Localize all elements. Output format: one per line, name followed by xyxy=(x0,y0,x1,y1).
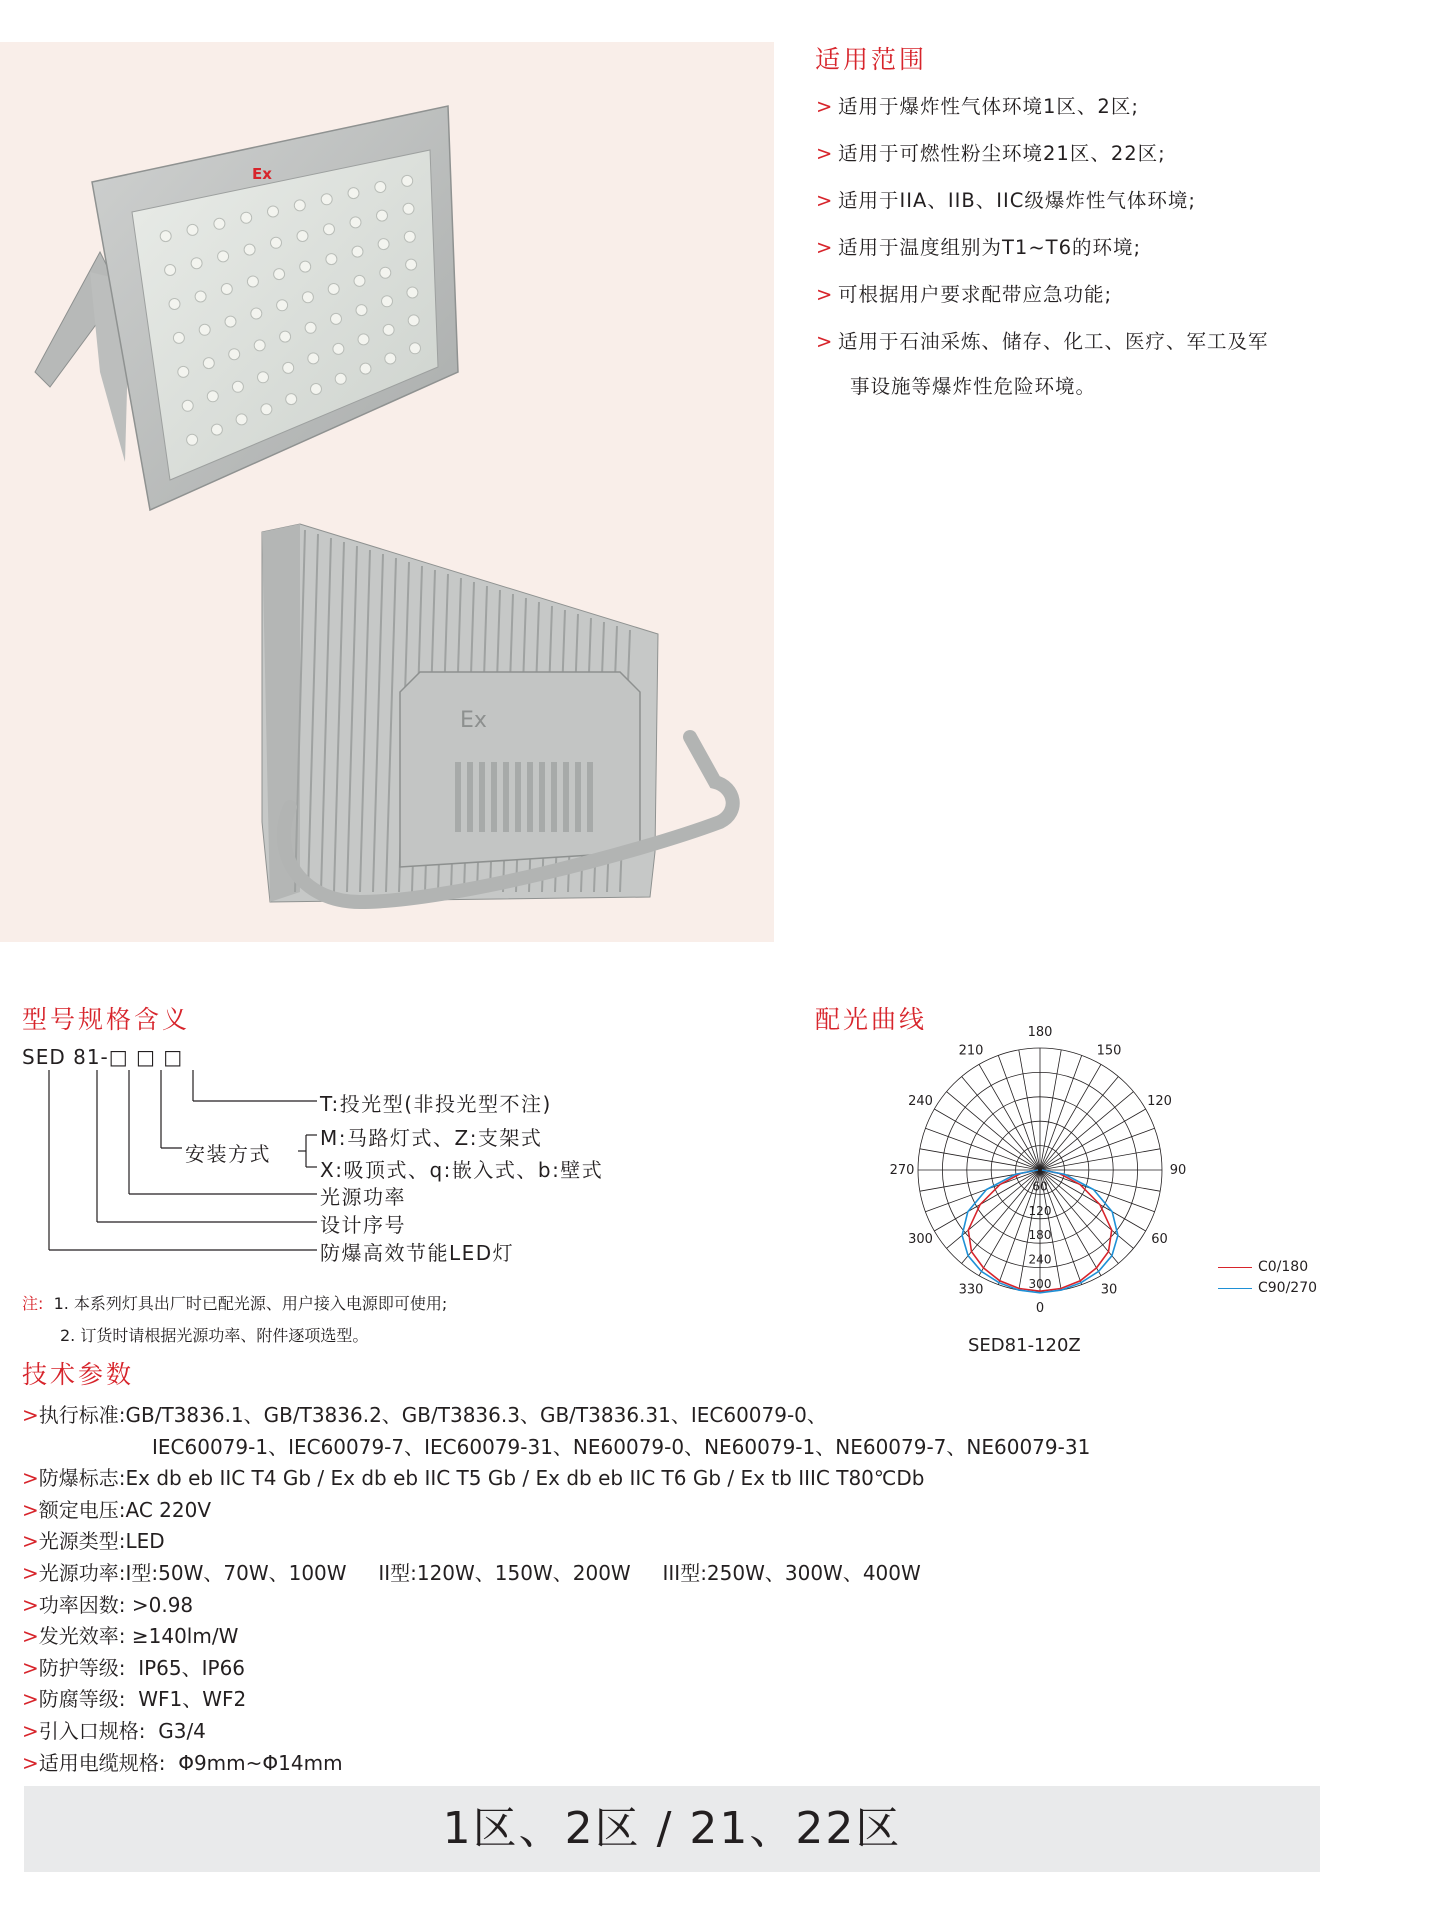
polar-angle-label: 120 xyxy=(1147,1094,1172,1109)
led-dot xyxy=(408,315,419,326)
param-text: 额定电压:AC 220V xyxy=(38,1497,212,1522)
polar-angle-label: 0 xyxy=(1035,1301,1045,1316)
params-list xyxy=(22,1400,1202,1779)
driver-box-fin xyxy=(479,762,485,832)
led-dot xyxy=(247,276,258,287)
led-dot xyxy=(335,373,346,384)
polar-radial-label: 180 xyxy=(1028,1228,1052,1243)
led-dot xyxy=(261,404,272,415)
legend-label-c90: C90/270 xyxy=(1258,1280,1318,1296)
legend-item-c0 xyxy=(1218,1257,1317,1278)
led-dot xyxy=(225,316,236,327)
polar-angle-label: 90 xyxy=(1169,1163,1187,1178)
driver-box-fin xyxy=(539,762,545,832)
led-dot xyxy=(191,258,202,269)
list-item xyxy=(22,1400,1202,1463)
driver-box-fin xyxy=(527,762,533,832)
led-dot xyxy=(333,343,344,354)
led-dot xyxy=(377,210,388,221)
polar-angle-label: 60 xyxy=(1151,1232,1168,1247)
scope-item-text: 适用于IIA、IIB、IIC级爆炸性气体环境; xyxy=(838,189,1196,212)
driver-box-fin xyxy=(491,762,497,832)
scope-item-text: 适用于石油采炼、储存、化工、医疗、军工及军 xyxy=(838,330,1269,353)
order-note xyxy=(22,1288,447,1352)
list-item xyxy=(22,1590,1202,1622)
led-dot xyxy=(324,224,335,235)
param-text: 执行标准:GB/T3836.1、GB/T3836.2、GB/T3836.3、GB/T3836.31、IEC60079-0、 xyxy=(38,1403,827,1427)
back-ex-mark: Ex xyxy=(460,708,487,733)
list-item xyxy=(816,95,1376,119)
param-text: 防腐等级: WF1、WF2 xyxy=(38,1687,247,1712)
led-dot xyxy=(182,400,193,411)
scope-title: 适用范围 xyxy=(815,45,928,74)
model-label-m: M:马路灯式、Z:支架式 xyxy=(320,1126,543,1150)
model-label-seq: 设计序号 xyxy=(320,1213,406,1237)
polar-radial-label: 60 xyxy=(1032,1179,1048,1194)
polar-angle-label: 210 xyxy=(958,1043,984,1059)
led-dot xyxy=(218,251,229,262)
led-dot xyxy=(348,188,359,199)
driver-box-fin xyxy=(455,762,461,832)
polar-caption: SED81-120Z xyxy=(968,1335,1081,1356)
led-dot xyxy=(378,239,389,250)
param-text: 防护等级: IP65、IP66 xyxy=(38,1655,246,1680)
driver-box-fin xyxy=(503,762,509,832)
led-dot xyxy=(280,331,291,342)
arrow-icon: > xyxy=(22,1718,39,1743)
polar-angle-label: 30 xyxy=(1100,1282,1118,1298)
list-item xyxy=(22,1621,1202,1653)
list-item xyxy=(22,1463,1202,1495)
led-dot xyxy=(203,358,214,369)
led-dot xyxy=(195,291,206,302)
driver-box-fin xyxy=(467,762,473,832)
list-item xyxy=(22,1558,1202,1590)
led-dot xyxy=(207,391,218,402)
model-code: SED 81-□ □ □ xyxy=(22,1045,184,1069)
arrow-icon: > xyxy=(22,1624,39,1649)
led-dot xyxy=(300,261,311,272)
product-photo-panel xyxy=(0,42,774,942)
arrow-icon: > xyxy=(22,1592,39,1617)
led-dot xyxy=(354,275,365,286)
arrow-icon: > xyxy=(22,1403,39,1427)
param-text: 引入口规格: G3/4 xyxy=(38,1718,206,1743)
note-line-2: 2. 订货时请根据光源功率、附件逐项选型。 xyxy=(60,1326,369,1345)
led-dot xyxy=(254,340,265,351)
led-dot xyxy=(383,324,394,335)
scope-item-text: 适用于温度组别为T1~T6的环境; xyxy=(838,236,1142,259)
model-label-name: 防爆高效节能LED灯 xyxy=(320,1241,515,1265)
model-label-x: X:吸顶式、q:嵌入式、b:壁式 xyxy=(320,1158,604,1182)
led-dot xyxy=(173,332,184,343)
led-dot xyxy=(356,305,367,316)
param-text: 防爆标志:Ex db eb IIC T4 Gb / Ex db eb IIC T5 Gb / Ex db eb IIC T6 Gb / Ex tb IIIC T80℃Db xyxy=(38,1466,925,1491)
led-dot xyxy=(305,322,316,333)
led-dot xyxy=(358,334,369,345)
ex-mark: Ex xyxy=(252,165,272,183)
polar-angle-label: 330 xyxy=(958,1282,984,1298)
led-dot xyxy=(286,394,297,405)
scope-item-text: 可根据用户要求配带应急功能; xyxy=(838,283,1113,306)
arrow-icon: > xyxy=(22,1750,39,1775)
led-dot xyxy=(410,343,421,354)
arrow-icon: > xyxy=(22,1529,39,1554)
polar-chart xyxy=(889,1025,1340,1365)
polar-angle-label: 180 xyxy=(1027,1025,1053,1040)
model-label-install: 安装方式 xyxy=(185,1142,271,1166)
led-dot xyxy=(160,231,171,242)
led-dot xyxy=(402,175,413,186)
led-dot xyxy=(407,287,418,298)
led-dot xyxy=(311,384,322,395)
led-dot xyxy=(258,372,269,383)
led-dot xyxy=(350,217,361,228)
list-item xyxy=(816,189,1376,213)
led-dot xyxy=(236,414,247,425)
led-dot xyxy=(187,434,198,445)
list-item xyxy=(816,283,1376,307)
polar-radial-label: 120 xyxy=(1028,1203,1052,1218)
led-dot xyxy=(169,299,180,310)
polar-angle-label: 300 xyxy=(908,1232,933,1247)
led-dot xyxy=(380,267,391,278)
model-label-t: T:投光型(非投光型不注) xyxy=(320,1092,552,1116)
polar-radial-label: 240 xyxy=(1028,1252,1052,1267)
led-dot xyxy=(283,362,294,373)
list-item xyxy=(816,142,1376,166)
led-dot xyxy=(214,218,225,229)
model-diagram xyxy=(22,1045,662,1275)
polar-angle-label: 270 xyxy=(889,1163,915,1178)
list-item xyxy=(22,1684,1202,1716)
note-label: 注: xyxy=(22,1294,44,1313)
led-dot xyxy=(360,363,371,374)
list-item xyxy=(816,330,1376,399)
led-dot xyxy=(302,292,313,303)
led-dot xyxy=(404,231,415,242)
arrow-icon: > xyxy=(22,1687,39,1712)
led-dot xyxy=(406,259,417,270)
floodlight-front-image xyxy=(0,42,774,522)
polar-angle-label: 240 xyxy=(908,1094,933,1109)
driver-box-fin xyxy=(575,762,581,832)
arrow-icon: > xyxy=(816,142,834,165)
led-dot xyxy=(321,194,332,205)
led-dot xyxy=(294,200,305,211)
legend-item-c90 xyxy=(1218,1278,1317,1299)
led-dot xyxy=(241,212,252,223)
led-dot xyxy=(308,353,319,364)
arrow-icon: > xyxy=(816,283,834,306)
led-dot xyxy=(244,244,255,255)
led-dot xyxy=(268,206,279,217)
list-item xyxy=(22,1716,1202,1748)
polar-chart-svg xyxy=(889,1025,1340,1365)
zone-footer-bar: 1区、2区 / 21、22区 xyxy=(24,1786,1320,1872)
arrow-icon: > xyxy=(22,1466,39,1491)
scope-list xyxy=(816,95,1376,422)
led-dot xyxy=(297,231,308,242)
led-dot xyxy=(211,424,222,435)
led-dot xyxy=(229,349,240,360)
scope-item-text: 适用于可燃性粉尘环境21区、22区; xyxy=(838,142,1166,165)
led-dot xyxy=(331,313,342,324)
driver-box-fin xyxy=(587,762,593,832)
note-line-1: 1. 本系列灯具出厂时已配光源、用户接入电源即可使用; xyxy=(53,1294,448,1313)
param-text: 发光效率: ≥140lm/W xyxy=(38,1624,239,1649)
polar-radial-label: 300 xyxy=(1028,1277,1052,1291)
led-dot xyxy=(187,224,198,235)
param-text: 光源类型:LED xyxy=(38,1529,165,1554)
arrow-icon: > xyxy=(816,236,834,259)
led-dot xyxy=(165,265,176,276)
arrow-icon: > xyxy=(816,330,834,353)
led-dot xyxy=(274,269,285,280)
arrow-icon: > xyxy=(22,1655,39,1680)
polar-angle-label: 150 xyxy=(1096,1043,1122,1059)
driver-box-fin xyxy=(551,762,557,832)
scope-item-continuation: 事设施等爆炸性危险环境。 xyxy=(850,375,1097,398)
led-dot xyxy=(382,296,393,307)
polar-legend xyxy=(1218,1257,1317,1299)
led-dot xyxy=(271,237,282,248)
polar-title: 配光曲线 xyxy=(815,1005,928,1034)
led-dot xyxy=(328,284,339,295)
led-dot xyxy=(221,284,232,295)
led-dot xyxy=(277,300,288,311)
led-dot xyxy=(326,254,337,265)
legend-line-c0 xyxy=(1218,1267,1252,1268)
arrow-icon: > xyxy=(816,95,834,118)
legend-line-c90 xyxy=(1218,1288,1252,1289)
arrow-icon: > xyxy=(816,189,834,212)
scope-item-text: 适用于爆炸性气体环境1区、2区; xyxy=(838,95,1139,118)
list-item xyxy=(22,1526,1202,1558)
led-dot xyxy=(199,324,210,335)
led-dot xyxy=(403,203,414,214)
arrow-icon: > xyxy=(22,1560,39,1585)
param-continuation: IEC60079-1、IEC60079-7、IEC60079-31、NE60079-0、NE60079-1、NE60079-7、NE60079-31 xyxy=(152,1434,1091,1459)
param-text: 功率因数: >0.98 xyxy=(38,1592,194,1617)
model-label-power: 光源功率 xyxy=(320,1185,406,1209)
led-dot xyxy=(375,182,386,193)
model-title: 型号规格含义 xyxy=(22,1005,191,1034)
led-dot xyxy=(352,246,363,257)
param-text: 适用电缆规格: Φ9mm~Φ14mm xyxy=(38,1750,343,1775)
param-text: 光源功率:I型:50W、70W、100W II型:120W、150W、200W III型:250W、300W、400W xyxy=(38,1560,921,1585)
floodlight-back-image xyxy=(0,522,774,962)
driver-box-fin xyxy=(515,762,521,832)
driver-box-fin xyxy=(563,762,569,832)
led-dot xyxy=(385,353,396,364)
params-title: 技术参数 xyxy=(22,1360,135,1389)
list-item xyxy=(22,1495,1202,1527)
list-item xyxy=(22,1748,1202,1780)
legend-label-c0: C0/180 xyxy=(1258,1259,1309,1275)
led-dot xyxy=(232,381,243,392)
arrow-icon: > xyxy=(22,1497,39,1522)
list-item xyxy=(816,236,1376,260)
led-dot xyxy=(251,308,262,319)
list-item xyxy=(22,1653,1202,1685)
led-dot xyxy=(178,366,189,377)
